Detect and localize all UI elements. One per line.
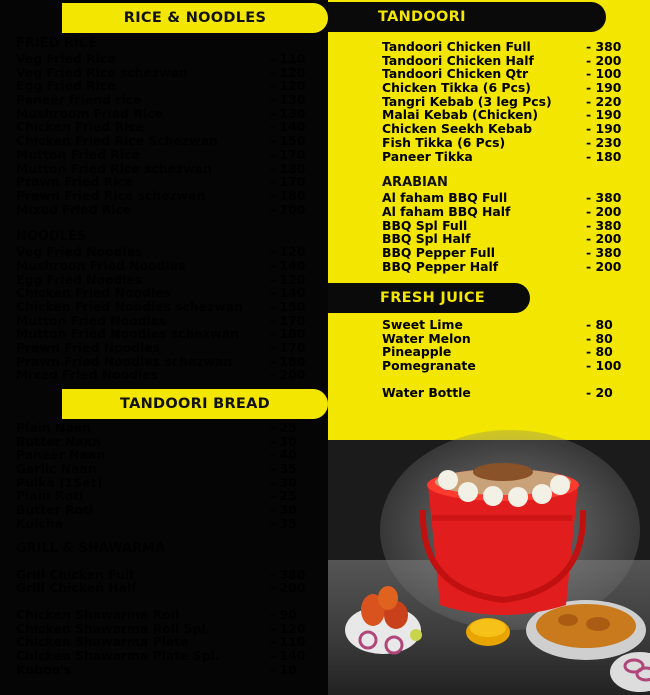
item-name: Plain Roti xyxy=(16,488,84,504)
menu-item xyxy=(16,327,316,341)
menu-item xyxy=(16,448,316,462)
item-price: - 140 xyxy=(270,119,306,135)
item-price: - 380 xyxy=(586,217,622,233)
menu-item xyxy=(16,286,316,300)
menu-item xyxy=(382,136,642,150)
menu-item xyxy=(16,314,316,328)
item-name: Chicken Seekh Kebab xyxy=(382,121,532,137)
item-name: Chicken Tikka (6 Pcs) xyxy=(382,80,531,96)
item-price: - 120 xyxy=(270,64,306,80)
menu-item xyxy=(382,205,642,219)
item-price: - 140 xyxy=(270,285,306,301)
menu-item xyxy=(382,191,642,205)
item-name: Veg Fried Noodles xyxy=(16,244,143,260)
item-price: - 80 xyxy=(586,317,613,332)
item-price: - 30 xyxy=(270,474,297,490)
item-name: Butter Naan xyxy=(16,433,101,449)
menu-item xyxy=(16,107,316,121)
menu-item xyxy=(382,108,642,122)
item-price: - 140 xyxy=(270,647,306,663)
item-name: Pomegranate xyxy=(382,358,476,374)
item-price: - 170 xyxy=(270,174,306,190)
item-price: - 170 xyxy=(270,146,306,162)
item-name: Grill Chicken Full xyxy=(16,566,134,582)
menu-item xyxy=(382,150,642,164)
menu-item xyxy=(16,120,316,134)
item-price: - 200 xyxy=(586,231,622,247)
menu-item xyxy=(16,517,316,531)
item-price: - 380 xyxy=(586,244,622,260)
menu-item xyxy=(16,66,316,80)
item-name: Chicken Shawarma Plate Spl. xyxy=(16,647,220,663)
section-title-fresh-juice: FRESH JUICE xyxy=(328,283,530,313)
item-name: Water Bottle xyxy=(382,384,471,400)
item-name: Tandoori Chicken Qtr xyxy=(382,66,529,82)
noodles-heading: NOODLES xyxy=(16,229,87,245)
item-price: - 120 xyxy=(270,78,306,94)
item-price: - 110 xyxy=(270,634,306,650)
item-price: - 180 xyxy=(586,148,622,164)
item-price: - 30 xyxy=(270,433,297,449)
item-name: Prawn Fried Rice xyxy=(16,174,134,190)
item-name: Al faham BBQ Full xyxy=(382,190,508,206)
menu-item xyxy=(16,203,316,217)
item-name: Chicken Fried Noodles xyxy=(16,285,171,301)
menu-item xyxy=(382,95,642,109)
menu-item xyxy=(16,93,316,107)
item-name: Chicken Shawarma Roll xyxy=(16,606,180,622)
item-name: Chicken Fried Noodles schezwan xyxy=(16,299,243,314)
item-name: Mutton Fried Rice xyxy=(16,146,140,162)
menu-item xyxy=(382,232,642,246)
item-name: Kuboo's xyxy=(16,661,72,677)
section-title-rice-noodles: RICE & NOODLES xyxy=(62,3,328,33)
item-price: - 25 xyxy=(270,420,297,435)
menu-item xyxy=(16,622,316,636)
item-price: - 100 xyxy=(586,66,622,82)
item-price: - 200 xyxy=(270,580,306,596)
item-price: - 200 xyxy=(270,201,306,217)
menu-item xyxy=(382,345,642,359)
menu-item xyxy=(16,608,316,622)
menu-item xyxy=(16,581,316,595)
menu-item xyxy=(382,386,642,400)
menu-item xyxy=(16,355,316,369)
item-name: Paneer Naan xyxy=(16,447,106,463)
arabian-heading: ARABIAN xyxy=(382,175,448,191)
juice-section xyxy=(382,318,642,399)
item-name: BBQ Pepper Half xyxy=(382,258,499,274)
red-bucket xyxy=(428,485,578,615)
item-price: - 380 xyxy=(586,39,622,54)
item-name: Veg Fried Rice xyxy=(16,51,116,66)
item-name: Pulka (1Set) xyxy=(16,474,103,490)
item-price: - 170 xyxy=(270,340,306,356)
item-name: BBQ Spl Half xyxy=(382,231,471,247)
item-price: - 30 xyxy=(270,502,297,518)
menu-item xyxy=(382,246,642,260)
fried-rice-section xyxy=(16,36,316,382)
item-name: Prawn Fried Noodles schezwan xyxy=(16,353,233,369)
item-name: Pineapple xyxy=(382,344,452,360)
item-price: - 150 xyxy=(270,299,306,314)
item-price: - 40 xyxy=(270,447,297,463)
menu-item xyxy=(382,332,642,346)
menu-item xyxy=(16,245,316,259)
lemon xyxy=(410,629,422,641)
menu-item xyxy=(16,462,316,476)
menu-item xyxy=(16,189,316,203)
item-price: - 200 xyxy=(586,203,622,219)
item-price: - 140 xyxy=(270,257,306,273)
item-name: Mushroom Fried Rice xyxy=(16,105,163,121)
item-price: - 120 xyxy=(270,620,306,636)
item-name: Tandoori Chicken Full xyxy=(382,39,531,54)
menu-item xyxy=(16,421,316,435)
item-name: Chicken Fried Rice xyxy=(16,119,145,135)
bread-section xyxy=(16,421,316,676)
item-price: - 190 xyxy=(586,121,622,137)
menu-item xyxy=(16,568,316,582)
menu-item xyxy=(16,162,316,176)
item-price: - 35 xyxy=(270,461,297,477)
item-name: Kulcha xyxy=(16,515,63,531)
item-name: Veg Fried Rice schezwan xyxy=(16,64,188,80)
menu-item xyxy=(382,81,642,95)
item-name: Garlic Naan xyxy=(16,461,97,477)
item-price: - 120 xyxy=(270,271,306,287)
item-price: - 190 xyxy=(586,107,622,123)
item-price: - 100 xyxy=(586,358,622,374)
item-name: Chicken Shawarma Plate xyxy=(16,634,189,650)
item-name: Mutton Fried Noodles schezwan xyxy=(16,326,239,342)
item-price: - 380 xyxy=(586,190,622,206)
item-price: - 380 xyxy=(270,566,306,582)
item-name: Prawn Fried Rice schezwan xyxy=(16,187,206,203)
fried-rice-heading: FRIED RICE xyxy=(16,36,98,51)
item-name: Water Melon xyxy=(382,330,471,346)
item-price: - 130 xyxy=(270,105,306,121)
menu-item xyxy=(16,435,316,449)
menu-item xyxy=(16,134,316,148)
item-name: Egg Fried Noodles xyxy=(16,271,143,287)
item-price: - 180 xyxy=(270,353,306,369)
item-name: Paneer Tikka xyxy=(382,148,473,164)
item-price: - 80 xyxy=(586,344,613,360)
item-name: Prawn Fried Noodles xyxy=(16,340,161,356)
item-price: - 190 xyxy=(586,80,622,96)
item-price: - 200 xyxy=(586,258,622,274)
item-name: BBQ Spl Full xyxy=(382,217,468,233)
menu-item xyxy=(16,489,316,503)
item-price: - 200 xyxy=(586,52,622,68)
menu-item xyxy=(382,122,642,136)
item-price: - 110 xyxy=(270,51,306,66)
menu-item xyxy=(382,54,642,68)
item-price: - 80 xyxy=(586,330,613,346)
item-name: Mutton Fried Noodles xyxy=(16,312,167,328)
menu-item xyxy=(16,300,316,314)
menu-item xyxy=(16,148,316,162)
menu-item xyxy=(382,359,642,373)
menu-item xyxy=(16,341,316,355)
item-price: - 25 xyxy=(270,488,297,504)
item-name: Grill Chicken Half xyxy=(16,580,137,596)
menu-item xyxy=(382,40,642,54)
tandoori-section xyxy=(382,40,642,273)
menu-item xyxy=(382,260,642,274)
item-price: - 150 xyxy=(270,133,306,149)
item-name: Tangri Kebab (3 leg Pcs) xyxy=(382,93,552,109)
item-name: Mutton Fried Rice schezwan xyxy=(16,160,212,176)
menu-item xyxy=(16,175,316,189)
item-name: Mixed Fried Noodles xyxy=(16,367,159,383)
menu-item xyxy=(16,476,316,490)
grill-heading: GRILL & SHAWARMA xyxy=(16,540,166,556)
item-price: - 90 xyxy=(270,606,297,622)
menu-item xyxy=(16,368,316,382)
item-price: - 130 xyxy=(270,92,306,108)
item-name: Chicken Shawarma Roll Spl. xyxy=(16,620,211,636)
item-price: - 35 xyxy=(270,515,297,531)
item-name: Mixed Fried Rice xyxy=(16,201,132,217)
menu-item xyxy=(16,259,316,273)
item-price: - 180 xyxy=(270,326,306,342)
menu-item xyxy=(16,52,316,66)
menu-item xyxy=(16,635,316,649)
menu-item xyxy=(16,663,316,677)
biryani-bucket-photo xyxy=(328,440,650,695)
item-price: - 180 xyxy=(270,187,306,203)
item-price: - 200 xyxy=(270,367,306,383)
item-name: Plain Naan xyxy=(16,420,91,435)
egg xyxy=(438,470,458,490)
item-price: - 20 xyxy=(586,384,613,400)
item-name: Tandoori Chicken Half xyxy=(382,52,534,68)
item-price: - 230 xyxy=(586,134,622,150)
menu-item xyxy=(16,503,316,517)
menu-item xyxy=(382,219,642,233)
item-name: Chicken Fried Rice Schezwan xyxy=(16,133,218,149)
item-price: - 220 xyxy=(586,93,622,109)
item-name: Butter Roti xyxy=(16,502,94,518)
item-name: Paneer friend rice xyxy=(16,92,142,108)
menu-item xyxy=(382,67,642,81)
item-name: Al faham BBQ Half xyxy=(382,203,511,219)
menu-item xyxy=(16,273,316,287)
item-price: - 120 xyxy=(270,244,306,260)
item-name: BBQ Pepper Full xyxy=(382,244,495,260)
section-title-tandoori-bread: TANDOORI BREAD xyxy=(62,389,328,419)
item-price: - 170 xyxy=(270,312,306,328)
curry xyxy=(536,604,636,648)
item-price: - 10 xyxy=(270,661,297,677)
item-name: Sweet Lime xyxy=(382,317,463,332)
item-name: Fish Tikka (6 Pcs) xyxy=(382,134,506,150)
item-name: Mushroon Fried Noodles xyxy=(16,257,186,273)
menu-item xyxy=(382,318,642,332)
section-title-tandoori: TANDOORI xyxy=(328,2,606,32)
item-price: - 180 xyxy=(270,160,306,176)
item-name: Egg Fried Rice xyxy=(16,78,116,94)
menu-item xyxy=(16,649,316,663)
item-name: Malai Kebab (Chicken) xyxy=(382,107,539,123)
menu-item xyxy=(16,79,316,93)
